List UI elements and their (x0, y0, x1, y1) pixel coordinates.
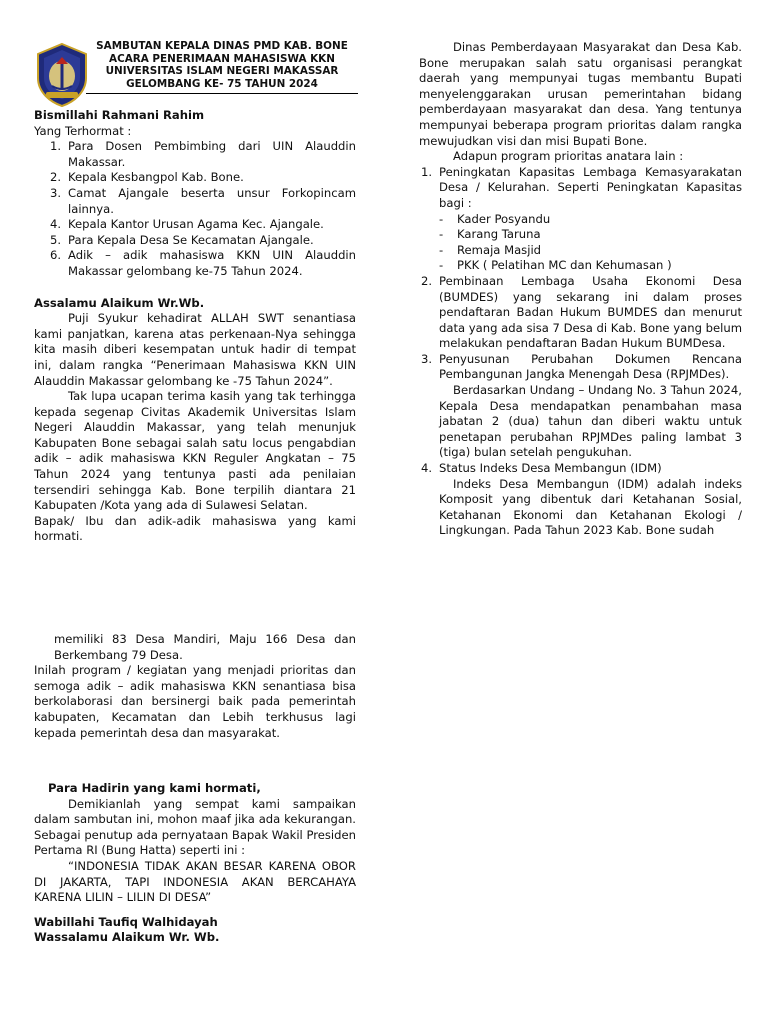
bone-regency-crest-icon (34, 42, 90, 108)
paragraph-closing: Demikianlah yang sempat kami sampaikan dalam sambutan ini, mohon maaf jika ada kekurangan. Sebagai penutup ada pernyataan Bapak Wakil Presiden Pertama RI (Bung Hatta) seperti ini : (34, 796, 356, 858)
list-item: 2. Kepala Kesbangpol Kab. Bone. (50, 170, 244, 185)
list-item: 4. Kepala Kantor Urusan Agama Kec. Ajangale. (50, 217, 324, 232)
greeting-label: Yang Terhormat : (34, 123, 132, 138)
header-line-4: GELOMBANG KE- 75 TAHUN 2024 (126, 77, 318, 90)
paragraph-programs-intro: Adapun program prioritas anatara lain : (453, 149, 684, 164)
paragraph-address: Bapak/ Ibu dan adik-adik mahasiswa yang kami hormati. (34, 513, 356, 544)
list-item: 1. Peningkatan Kapasitas Lembaga Kemasyarakatan Desa / Kelurahan. Seperti Peningkatan Kapasitas bagi : (421, 164, 742, 210)
bone-regency-logo (34, 42, 90, 108)
right-column (419, 40, 742, 539)
list-item: - PKK ( Pelatihan MC dan Kehumasan ) (439, 258, 672, 273)
header-line-3: UNIVERSITAS ISLAM NEGERI MAKASSAR (105, 65, 339, 78)
closing-line-1: Wabillahi Taufiq Walhidayah (34, 914, 218, 929)
honoree-list (34, 139, 356, 279)
paragraph-rpjmdes: Berdasarkan Undang – Undang No. 3 Tahun 2024, Kepala Desa mendapatkan penambahan masa jabatan 2 (dua) tahun dan diberi waktu untuk penetapan perubahan RPJMDes paling lambat 3 (tiga) bulan setelah pengukuhan. (439, 383, 742, 460)
hadirin-heading: Para Hadirin yang kami hormati, (48, 781, 261, 795)
list-item: 4. Status Indeks Desa Membangun (IDM) (421, 461, 662, 476)
list-item: 3. Penyusunan Perubahan Dokumen Rencana Pembangunan Jangka Menengah Desa (RPJMDes). (421, 351, 742, 382)
header-line-1: SAMBUTAN KEPALA DINAS PMD KAB. BONE (96, 40, 348, 52)
list-item: 3. Camat Ajangale beserta unsur Forkopincam lainnya. (50, 185, 356, 216)
list-item: 6. Adik – adik mahasiswa KKN UIN Alauddin Makassar gelombang ke-75 Tahun 2024. (50, 248, 356, 278)
document-header (86, 40, 358, 90)
paragraph-idm: Indeks Desa Membangun (IDM) adalah indeks Komposit yang dibentuk dari Ketahanan Sosial, Ketahanan Ekonomi dan Ketahanan Ekologi / Lingkungan. Pada Tahun 2023 Kab. Bone sudah (439, 476, 742, 538)
list-item: 5. Para Kepala Desa Se Kecamatan Ajangale. (50, 232, 314, 247)
header-line-2: ACARA PENERIMAAN MAHASISWA KKN (109, 52, 335, 65)
paragraph-continuation: memiliki 83 Desa Mandiri, Maju 166 Desa dan Berkembang 79 Desa. (54, 632, 356, 662)
list-item: - Kader Posyandu (439, 211, 551, 226)
left-column-closing (34, 781, 356, 946)
list-item: - Remaja Masjid (439, 242, 542, 257)
paragraph-thanks: Tak lupa ucapan terima kasih yang tak terhingga kepada segenap Civitas Akademik Universitas Islam Negeri Alauddin Makassar, yang telah menunjuk Kabupaten Bone sebagai salah satu locus pengabdian adik – adik mahasiswa KKN Reguler Angkatan – 75 Tahun 2024 yang tentunya pasti ada penilaian tersendiri sehingga Kab. Bone terpilih diantara 21 Kabupaten /Kota yang ada di Sulawesi Selatan. (34, 389, 356, 513)
left-column-bottom (34, 632, 356, 741)
paragraph-priority-summary: Inilah program / kegiatan yang menjadi prioritas dan semoga adik – adik mahasiswa KKN senantiasa bisa berkolaborasi dan bersinergi baik pada pemerintah kabupaten, Kecamatan dan Lebih terkhusus lagi kepada pemerintah desa dan masyarakat. (34, 663, 356, 740)
salam-heading: Assalamu Alaikum Wr.Wb. (34, 295, 205, 310)
closing-line-2: Wassalamu Alaikum Wr. Wb. (34, 930, 220, 945)
list-item: 1. Para Dosen Pembimbing dari UIN Alauddin Makassar. (50, 139, 356, 169)
bismillah-heading: Bismillahi Rahmani Rahim (34, 108, 205, 122)
header-underline (86, 93, 358, 94)
list-item: 2. Pembinaan Lembaga Usaha Ekonomi Desa (BUMDES) yang sekarang ini dalam proses pendaftaran Badan Hukum BUMDES dan menurut data yang ada sisa 7 Desa di Kab. Bone yang belum melakukan pendaftaran Badan Hukum BUMDesa. (421, 273, 742, 351)
paragraph-gratitude: Puji Syukur kehadirat ALLAH SWT senantiasa kami panjatkan, karena atas perkenaan-Nya sehingga kita masih diberi kesempatan untuk hadir di tempat ini, dalam rangka “Penerimaan Mahasiswa KKN UIN Alauddin Makassar gelombang ke -75 Tahun 2024”. (34, 311, 356, 388)
paragraph-dinas-intro: Dinas Pemberdayaan Masyarakat dan Desa Kab. Bone merupakan salah satu organisasi perangkat daerah yang mempunyai tugas membantu Bupati menyelenggarakan urusan pemerintahan bidang pemberdayaan masyarakat dan desa. Yang tentunya mempunyai beberapa program prioritas dalam rangka mewujudkan visi dan misi Bupati Bone. (419, 40, 742, 148)
list-item: - Karang Taruna (439, 227, 541, 242)
left-column-top (34, 108, 356, 545)
hatta-quote: “INDONESIA TIDAK AKAN BESAR KARENA OBOR DI JAKARTA, TAPI INDONESIA AKAN BERCAHAYA KARENA LILIN – LILIN DI DESA” (34, 858, 356, 905)
